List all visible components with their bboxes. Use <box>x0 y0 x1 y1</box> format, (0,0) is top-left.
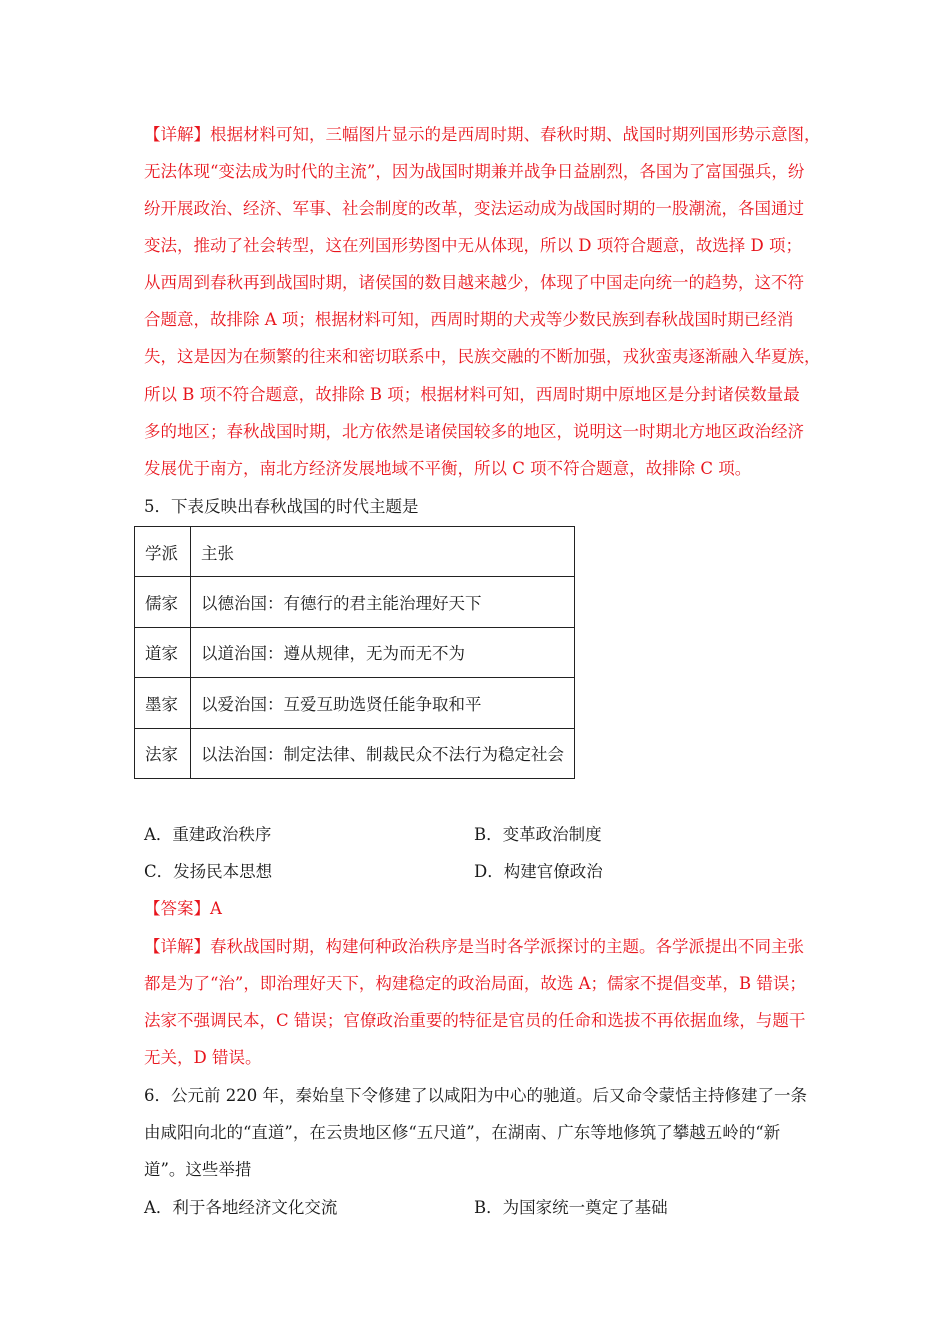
table-cell-claim: 以道治国：遵从规律，无为而无不为 <box>191 627 575 677</box>
table-cell-school: 儒家 <box>135 577 191 627</box>
q4-explanation-line-8: 所以 B 项不符合题意，故排除 B 项；根据材料可知，西周时期中原地区是分封诸侯数量最 <box>144 385 800 404</box>
table-header-row <box>135 527 575 577</box>
table-header-school: 学派 <box>135 527 191 577</box>
q4-explanation-line-10: 发展优于南方，南北方经济发展地域不平衡，所以 C 项不符合题意，故排除 C 项。 <box>144 459 752 478</box>
table-row <box>135 627 575 677</box>
q4-explanation-line-3: 纷开展政治、经济、军事、社会制度的改革，变法运动成为战国时期的一股潮流，各国通过 <box>144 199 804 218</box>
q5-answer: 【答案】A <box>144 899 222 918</box>
q6-stem-line-2: 由咸阳向北的“直道”，在云贵地区修“五尺道”，在湖南、广东等地修筑了攀越五岭的“新 <box>144 1123 781 1142</box>
table-cell-school: 道家 <box>135 627 191 677</box>
table-cell-school: 法家 <box>135 728 191 778</box>
q4-explanation-line-6: 合题意，故排除 A 项；根据材料可知，西周时期的犬戎等少数民族到春秋战国时期已经消 <box>144 310 794 329</box>
q6-stem-line-3: 道”。这些举措 <box>144 1160 252 1179</box>
q5-option-a: A．重建政治秩序 <box>144 825 272 844</box>
q5-explanation-line-3: 法家不强调民本，C 错误；官僚政治重要的特征是官员的任命和选拔不再依据血缘，与题干 <box>144 1011 806 1030</box>
table-row <box>135 678 575 728</box>
q4-explanation-line-9: 多的地区；春秋战国时期，北方依然是诸侯国较多的地区，说明这一时期北方地区政治经济 <box>144 422 804 441</box>
q4-explanation-line-5: 从西周到春秋再到战国时期，诸侯国的数目越来越少，体现了中国走向统一的趋势，这不符 <box>144 273 804 292</box>
q6-option-a: A．利于各地经济文化交流 <box>144 1198 338 1217</box>
q4-explanation-line-2: 无法体现“变法成为时代的主流”，因为战国时期兼并战争日益剧烈，各国为了富国强兵，纷 <box>144 162 805 181</box>
q5-explanation-line-1: 【详解】春秋战国时期，构建何种政治秩序是当时各学派探讨的主题。各学派提出不同主张 <box>144 937 804 956</box>
q5-explanation-line-2: 都是为了“治”，即治理好天下，构建稳定的政治局面，故选 A；儒家不提倡变革，B 错误； <box>144 974 806 993</box>
q5-explanation-line-4: 无关，D 错误。 <box>144 1048 262 1067</box>
table-header-claim: 主张 <box>191 527 575 577</box>
q4-explanation-line-4: 变法，推动了社会转型，这在列国形势图中无从体现，所以 D 项符合题意，故选择 D 项； <box>144 236 802 255</box>
table-cell-claim: 以德治国：有德行的君主能治理好天下 <box>191 577 575 627</box>
q5-option-d: D．构建官僚政治 <box>474 862 603 881</box>
q6-option-b: B．为国家统一奠定了基础 <box>474 1198 668 1217</box>
q5-option-b: B．变革政治制度 <box>474 825 602 844</box>
q4-explanation-line-7: 失，这是因为在频繁的往来和密切联系中，民族交融的不断加强，戎狄蛮夷逐渐融入华夏族， <box>144 347 821 366</box>
q6-stem-line-1: 6．公元前 220 年，秦始皇下令修建了以咸阳为中心的驰道。后又命令蒙恬主持修建了一条 <box>144 1086 807 1105</box>
q5-stem: 5．下表反映出春秋战国的时代主题是 <box>144 497 419 516</box>
table-cell-school: 墨家 <box>135 678 191 728</box>
table-row <box>135 577 575 627</box>
table-cell-claim: 以法治国：制定法律、制裁民众不法行为稳定社会 <box>191 728 575 778</box>
table-cell-claim: 以爱治国：互爱互助选贤任能争取和平 <box>191 678 575 728</box>
table-row <box>135 728 575 778</box>
q5-option-c: C．发扬民本思想 <box>144 862 273 881</box>
q4-explanation-line-1: 【详解】根据材料可知，三幅图片显示的是西周时期、春秋时期、战国时期列国形势示意图， <box>144 125 821 144</box>
schools-table <box>134 526 575 779</box>
